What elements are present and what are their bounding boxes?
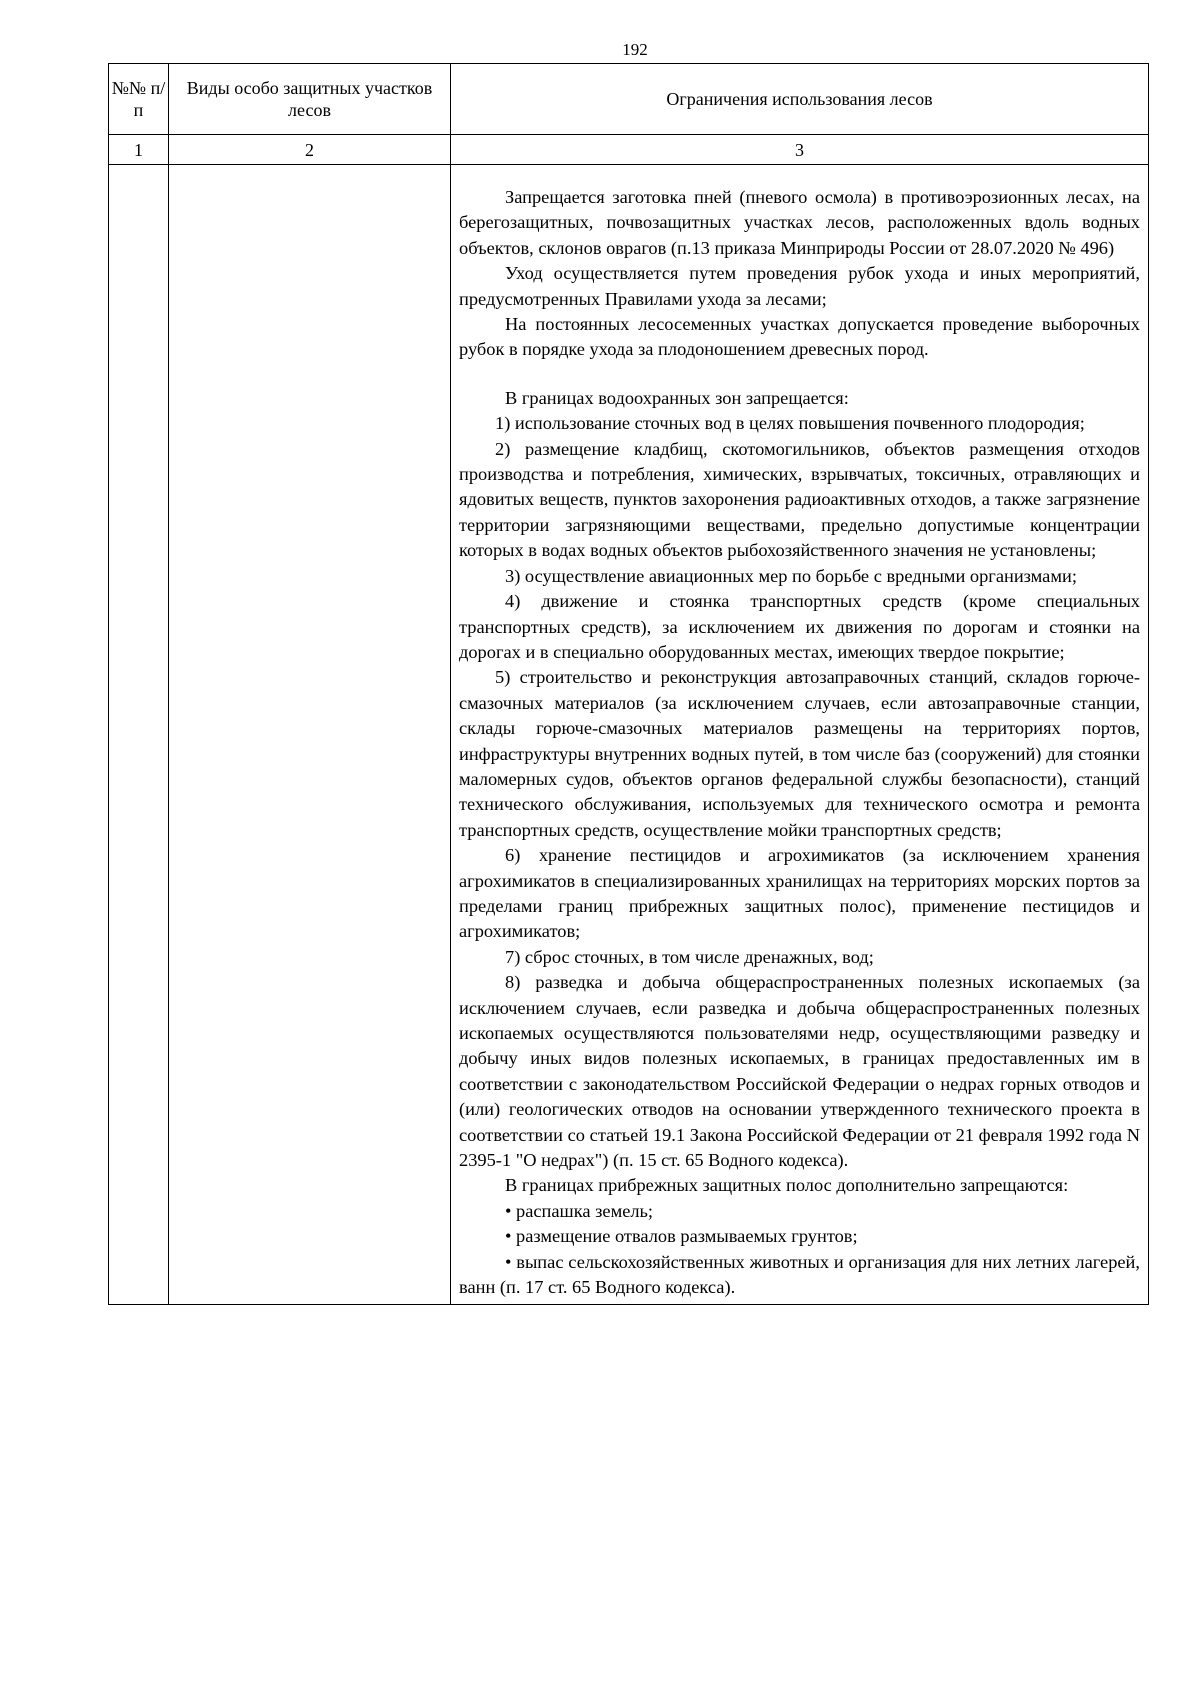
- restrictions-table: [108, 63, 1149, 1305]
- paragraph: Уход осуществляется путем проведения рубок ухода и иных мероприятий, предусмотренных Правилами ухода за лесами;: [459, 263, 1140, 309]
- row-area-type-cell: [169, 165, 451, 1305]
- table-row: [109, 165, 1149, 1305]
- bullet-item: • распашка земель;: [505, 1200, 654, 1221]
- page-number: 192: [622, 40, 648, 59]
- list-item: 1) использование сточных вод в целях повышения почвенного плодородия;: [495, 413, 1085, 434]
- paragraph: В границах водоохранных зон запрещается:: [505, 387, 849, 408]
- table-header-row: [109, 64, 1149, 135]
- paragraph: Запрещается заготовка пней (пневого осмола) в противоэрозионных лесах, на берегозащитных, почвозащитных участках лесов, расположенных вдоль водных объектов, склонов оврагов (п.13 приказа Минприроды России от 28.07.2020 № 496): [459, 187, 1140, 258]
- header-number: №№ п/п: [109, 64, 169, 135]
- column-number-row: [109, 135, 1149, 165]
- column-number: 1: [109, 135, 169, 165]
- bullet-item: • выпас сельскохозяйственных животных и организация для них летних лагерей, ванн (п. 17 ст. 65 Водного кодекса).: [459, 1251, 1140, 1298]
- list-item: 6) хранение пестицидов и агрохимикатов (за исключением хранения агрохимикатов в специализированных хранилищах на территориях морских портов за пределами границ прибрежных защитных полос), применение пестицидов и агрохимикатов;: [459, 845, 1140, 942]
- list-item: 5) строительство и реконструкция автозаправочных станций, складов горюче-смазочных материалов (за исключением случаев, если автозаправочные станции, склады горюче-смазочных материалов размещены на территориях портов, инфраструктуры внутренних водных путей, в том числе баз (сооружений) для стоянки маломерных судов, объектов органов федеральной службы безопасности), станций технического обслуживания, используемых для технического осмотра и ремонта транспортных средств, осуществление мойки транспортных средств;: [459, 667, 1140, 840]
- row-number-cell: [109, 165, 169, 1305]
- column-number: 3: [451, 135, 1149, 165]
- header-usage-restrictions: Ограничения использования лесов: [451, 64, 1149, 135]
- paragraph: На постоянных лесосеменных участках допускается проведение выборочных рубок в порядке ухода за плодоношением древесных пород.: [459, 314, 1140, 360]
- column-number: 2: [169, 135, 451, 165]
- row-restrictions-cell: [451, 165, 1149, 1305]
- list-item: 3) осуществление авиационных мер по борьбе с вредными организмами;: [505, 565, 1077, 586]
- list-item: 8) разведка и добыча общераспространенных полезных ископаемых (за исключением случаев, если разведка и добыча общераспространенных полезных ископаемых осуществляются пользователями недр, осуществляющими разведку и добычу иных видов полезных ископаемых, в границах предоставленных им в соответствии с законодательством Российской Федерации о недрах горных отводов и (или) геологических отводов на основании утвержденного технического проекта в соответствии со статьей 19.1 Закона Российской Федерации от 21 февраля 1992 года N 2395-1 "О недрах") (п. 15 ст. 65 Водного кодекса).: [459, 972, 1140, 1171]
- restrictions-text: [451, 165, 1148, 1304]
- header-forest-area-types: Виды особо защитных участков лесов: [169, 64, 451, 135]
- paragraph: В границах прибрежных защитных полос дополнительно запрещаются:: [505, 1175, 1069, 1196]
- list-item: 7) сброс сточных, в том числе дренажных, вод;: [505, 946, 874, 967]
- bullet-item: • размещение отвалов размываемых грунтов;: [505, 1226, 858, 1247]
- list-item: 4) движение и стоянка транспортных средств (кроме специальных транспортных средств), за исключением их движения по дорогам и стоянки на дорогах и в специально оборудованных местах, имеющих твердое покрытие;: [459, 591, 1140, 662]
- list-item: 2) размещение кладбищ, скотомогильников, объектов размещения отходов производства и потребления, химических, взрывчатых, токсичных, отравляющих и ядовитых веществ, пунктов захоронения радиоактивных отходов, а также загрязнение территории загрязняющими веществами, предельно допустимые концентрации которых в водах водных объектов рыбохозяйственного значения не установлены;: [459, 438, 1140, 561]
